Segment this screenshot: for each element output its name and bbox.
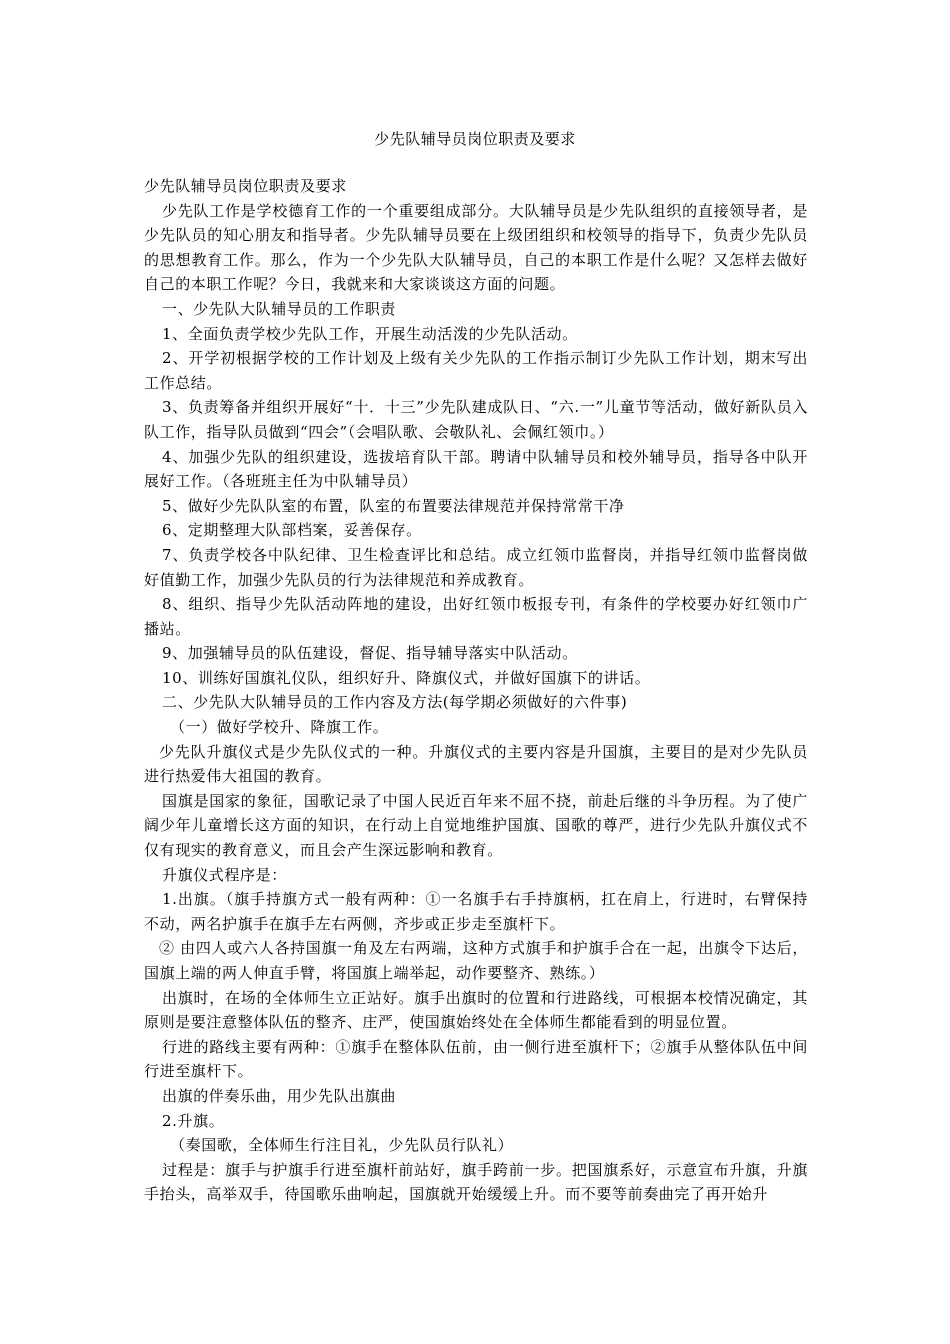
document-body [144,174,808,1207]
paragraph: 少先队升旗仪式是少先队仪式的一种。升旗仪式的主要内容是升国旗，主要目的是对少先队员进行热爱伟大祖国的教育。 [144,742,808,786]
paragraph: 出旗的伴奏乐曲，用少先队出旗曲 [162,1086,397,1105]
paragraph: （一）做好学校升、降旗工作。 [170,718,389,737]
paragraph: 少先队辅导员岗位职责及要求 [144,177,347,195]
paragraph: 6、定期整理大队部档案，妥善保存。 [162,521,422,540]
paragraph: 2、开学初根据学校的工作计划及上级有关少先队的工作指示制订少先队工作计划，期末写出工作总结。 [144,349,808,392]
paragraph: 7、负责学校各中队纪律、卫生检查评比和总结。成立红领巾监督岗，并指导红领巾监督岗做好值勤工作，加强少先队员的行为法律规范和养成教育。 [144,545,808,589]
paragraph: 国旗是国家的象征，国歌记录了中国人民近百年来不屈不挠，前赴后继的斗争历程。为了使广阔少年儿童增长这方面的知识，在行动上自觉地维护国旗、国歌的尊严，进行少先队升旗仪式不仅有现实的教育意义，而且会产生深远影响和教育。 [144,791,808,860]
document-title: 少先队辅导员岗位职责及要求 [374,130,576,148]
paragraph: 1.出旗。（旗手持旗方式一般有两种：①一名旗手右手持旗柄，扛在肩上，行进时，右臂保持不动，两名护旗手在旗手左右两侧，齐步或正步走至旗杆下。 [144,890,808,933]
paragraph: 出旗时，在场的全体师生立正站好。旗手出旗时的位置和行进路线，可根据本校情况确定，其原则是要注意整体队伍的整齐、庄严，使国旗始终处在全体师生都能看到的明显位置。 [144,988,808,1032]
paragraph: 2.升旗。 [162,1111,225,1130]
paragraph: 升旗仪式程序是： [162,865,287,884]
paragraph: 行进的路线主要有两种：①旗手在整体队伍前，由一侧行进至旗杆下；②旗手从整体队伍中间行进至旗杆下。 [144,1037,808,1081]
paragraph: 过程是：旗手与护旗手行进至旗杆前站好，旗手跨前一步。把国旗系好，示意宣布升旗，升旗手抬头，高举双手，待国歌乐曲响起，国旗就开始缓缓上升。而不要等前奏曲完了再开始升 [144,1160,808,1204]
paragraph: 少先队工作是学校德育工作的一个重要组成部分。大队辅导员是少先队组织的直接领导者，是少先队员的知心朋友和指导者。少先队辅导员要在上级团组织和校领导的指导下，负责少先队员的思想教育工作。那么，作为一个少先队大队辅导员，自己的本职工作是什么呢？又怎样去做好自己的本职工作呢？今日，我就来和大家谈谈这方面的问题。 [144,201,808,294]
paragraph: ② 由四人或六人各持国旗一角及左右两端，这种方式旗手和护旗手合在一起，出旗令下达后，国旗上端的两人伸直手臂，将国旗上端举起，动作要整齐、熟练。） [144,939,808,982]
paragraph: 10、训练好国旗礼仪队，组织好升、降旗仪式，并做好国旗下的讲话。 [162,668,651,687]
paragraph: 一、少先队大队辅导员的工作职责 [162,299,397,318]
paragraph: 3、负责筹备并组织开展好“十．十三”少先队建成队日、“六.一”儿童节等活动，做好新队员入队工作，指导队员做到“四会”（会唱队歌、会敬队礼、会佩红领巾。） [144,398,808,441]
paragraph: 二、少先队大队辅导员的工作内容及方法(每学期必须做好的六件事) [162,693,628,712]
paragraph: 4、加强少先队的组织建设，选拔培育队干部。聘请中队辅导员和校外辅导员，指导各中队开展好工作。（各班班主任为中队辅导员） [144,447,808,491]
paragraph: （奏国歌，全体师生行注目礼，少先队员行队礼） [170,1136,514,1155]
paragraph: 9、加强辅导员的队伍建设，督促、指导辅导落实中队活动。 [162,644,578,663]
paragraph: 1、全面负责学校少先队工作，开展生动活泼的少先队活动。 [162,324,578,343]
paragraph: 5、做好少先队队室的布置，队室的布置要法律规范并保持常常干净 [162,496,625,515]
paragraph: 8、组织、指导少先队活动阵地的建设，出好红领巾板报专刊，有条件的学校要办好红领巾广播站。 [144,595,808,638]
